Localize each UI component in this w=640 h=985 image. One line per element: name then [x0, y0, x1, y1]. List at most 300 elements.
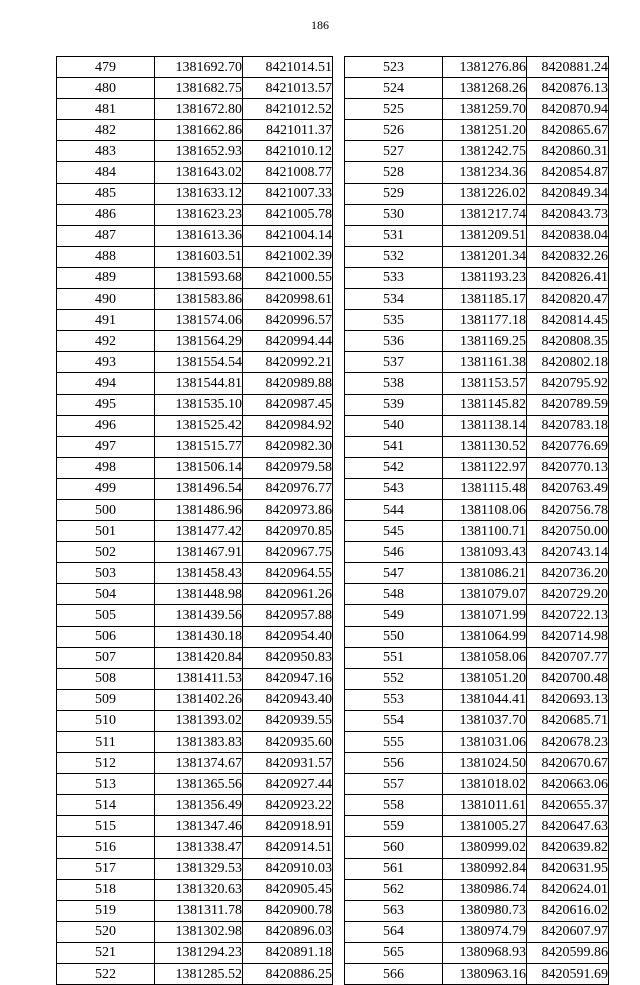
table-row	[57, 921, 333, 942]
table-row	[345, 563, 609, 584]
point-number-cell: 510	[57, 710, 155, 731]
table-row	[57, 225, 333, 246]
point-number-cell: 484	[57, 162, 155, 183]
point-number-cell: 502	[57, 542, 155, 563]
y-coordinate-cell: 8420783.18	[527, 415, 609, 436]
x-coordinate-cell: 1380980.73	[443, 900, 527, 921]
x-coordinate-cell: 1380974.79	[443, 921, 527, 942]
x-coordinate-cell: 1381439.56	[155, 605, 243, 626]
x-coordinate-cell: 1381037.70	[443, 710, 527, 731]
table-row	[345, 521, 609, 542]
point-number-cell: 512	[57, 753, 155, 774]
y-coordinate-cell: 8420976.77	[243, 478, 333, 499]
point-number-cell: 485	[57, 183, 155, 204]
table-row	[345, 246, 609, 267]
table-row	[345, 141, 609, 162]
table-row	[345, 99, 609, 120]
table-row	[57, 78, 333, 99]
y-coordinate-cell: 8420639.82	[527, 837, 609, 858]
point-number-cell: 559	[345, 816, 443, 837]
y-coordinate-cell: 8420886.25	[243, 964, 333, 985]
x-coordinate-cell: 1381393.02	[155, 710, 243, 731]
x-coordinate-cell: 1381365.56	[155, 774, 243, 795]
y-coordinate-cell: 8420832.26	[527, 246, 609, 267]
y-coordinate-cell: 8420998.61	[243, 289, 333, 310]
table-row	[345, 57, 609, 78]
y-coordinate-cell: 8420881.24	[527, 57, 609, 78]
x-coordinate-cell: 1381448.98	[155, 584, 243, 605]
table-row	[57, 542, 333, 563]
x-coordinate-cell: 1381011.61	[443, 795, 527, 816]
point-number-cell: 557	[345, 774, 443, 795]
point-number-cell: 493	[57, 352, 155, 373]
table-row	[345, 964, 609, 985]
table-row	[345, 499, 609, 520]
point-number-cell: 561	[345, 858, 443, 879]
point-number-cell: 487	[57, 225, 155, 246]
point-number-cell: 553	[345, 689, 443, 710]
x-coordinate-cell: 1381044.41	[443, 689, 527, 710]
table-row	[57, 120, 333, 141]
y-coordinate-cell: 8420957.88	[243, 605, 333, 626]
x-coordinate-cell: 1381356.49	[155, 795, 243, 816]
x-coordinate-cell: 1381268.26	[443, 78, 527, 99]
x-coordinate-cell: 1381201.34	[443, 246, 527, 267]
y-coordinate-cell: 8421014.51	[243, 57, 333, 78]
y-coordinate-cell: 8420914.51	[243, 837, 333, 858]
x-coordinate-cell: 1381302.98	[155, 921, 243, 942]
table-row	[57, 457, 333, 478]
table-row	[57, 942, 333, 963]
point-number-cell: 538	[345, 373, 443, 394]
x-coordinate-cell: 1381467.91	[155, 542, 243, 563]
x-coordinate-cell: 1381613.36	[155, 225, 243, 246]
y-coordinate-cell: 8420905.45	[243, 879, 333, 900]
point-number-cell: 533	[345, 267, 443, 288]
x-coordinate-cell: 1381682.75	[155, 78, 243, 99]
x-coordinate-cell: 1381100.71	[443, 521, 527, 542]
table-row	[345, 478, 609, 499]
point-number-cell: 480	[57, 78, 155, 99]
y-coordinate-cell: 8420729.20	[527, 584, 609, 605]
table-row	[57, 141, 333, 162]
y-coordinate-cell: 8420814.45	[527, 310, 609, 331]
point-number-cell: 519	[57, 900, 155, 921]
point-number-cell: 541	[345, 436, 443, 457]
table-row	[345, 267, 609, 288]
table-row	[57, 204, 333, 225]
y-coordinate-cell: 8420616.02	[527, 900, 609, 921]
x-coordinate-cell: 1381347.46	[155, 816, 243, 837]
x-coordinate-cell: 1381005.27	[443, 816, 527, 837]
y-coordinate-cell: 8420707.77	[527, 647, 609, 668]
x-coordinate-cell: 1381226.02	[443, 183, 527, 204]
table-row	[345, 225, 609, 246]
y-coordinate-cell: 8420789.59	[527, 394, 609, 415]
point-number-cell: 500	[57, 499, 155, 520]
x-coordinate-cell: 1381024.50	[443, 753, 527, 774]
point-number-cell: 483	[57, 141, 155, 162]
x-coordinate-cell: 1381593.68	[155, 267, 243, 288]
point-number-cell: 547	[345, 563, 443, 584]
y-coordinate-cell: 8420826.41	[527, 267, 609, 288]
point-number-cell: 562	[345, 879, 443, 900]
table-row	[345, 373, 609, 394]
table-row	[57, 57, 333, 78]
x-coordinate-cell: 1381093.43	[443, 542, 527, 563]
x-coordinate-cell: 1381086.21	[443, 563, 527, 584]
coordinates-table-right	[344, 56, 609, 985]
table-row	[57, 710, 333, 731]
y-coordinate-cell: 8420770.13	[527, 457, 609, 478]
point-number-cell: 515	[57, 816, 155, 837]
table-row	[57, 394, 333, 415]
point-number-cell: 551	[345, 647, 443, 668]
y-coordinate-cell: 8420854.87	[527, 162, 609, 183]
point-number-cell: 489	[57, 267, 155, 288]
table-row	[345, 626, 609, 647]
x-coordinate-cell: 1381692.70	[155, 57, 243, 78]
x-coordinate-cell: 1381633.12	[155, 183, 243, 204]
x-coordinate-cell: 1381108.06	[443, 499, 527, 520]
y-coordinate-cell: 8420795.92	[527, 373, 609, 394]
y-coordinate-cell: 8420918.91	[243, 816, 333, 837]
x-coordinate-cell: 1381251.20	[443, 120, 527, 141]
y-coordinate-cell: 8420931.57	[243, 753, 333, 774]
table-row	[345, 415, 609, 436]
table-row	[57, 964, 333, 985]
point-number-cell: 491	[57, 310, 155, 331]
y-coordinate-cell: 8420776.69	[527, 436, 609, 457]
table-row	[57, 563, 333, 584]
point-number-cell: 486	[57, 204, 155, 225]
x-coordinate-cell: 1381477.42	[155, 521, 243, 542]
point-number-cell: 537	[345, 352, 443, 373]
table-row	[57, 499, 333, 520]
x-coordinate-cell: 1381535.10	[155, 394, 243, 415]
table-row	[345, 162, 609, 183]
point-number-cell: 497	[57, 436, 155, 457]
y-coordinate-cell: 8420607.97	[527, 921, 609, 942]
table-row	[345, 668, 609, 689]
y-coordinate-cell: 8420670.67	[527, 753, 609, 774]
point-number-cell: 543	[345, 478, 443, 499]
table-row	[345, 289, 609, 310]
point-number-cell: 554	[345, 710, 443, 731]
point-number-cell: 564	[345, 921, 443, 942]
y-coordinate-cell: 8420943.40	[243, 689, 333, 710]
y-coordinate-cell: 8420954.40	[243, 626, 333, 647]
point-number-cell: 524	[345, 78, 443, 99]
table-row	[57, 795, 333, 816]
x-coordinate-cell: 1381652.93	[155, 141, 243, 162]
point-number-cell: 490	[57, 289, 155, 310]
table-row	[345, 436, 609, 457]
x-coordinate-cell: 1381234.36	[443, 162, 527, 183]
table-row	[345, 942, 609, 963]
y-coordinate-cell: 8420923.22	[243, 795, 333, 816]
table-row	[345, 78, 609, 99]
y-coordinate-cell: 8421012.52	[243, 99, 333, 120]
y-coordinate-cell: 8420996.57	[243, 310, 333, 331]
table-row	[57, 183, 333, 204]
point-number-cell: 520	[57, 921, 155, 942]
point-number-cell: 496	[57, 415, 155, 436]
y-coordinate-cell: 8421000.55	[243, 267, 333, 288]
point-number-cell: 516	[57, 837, 155, 858]
point-number-cell: 518	[57, 879, 155, 900]
y-coordinate-cell: 8420663.06	[527, 774, 609, 795]
table-row	[57, 816, 333, 837]
point-number-cell: 532	[345, 246, 443, 267]
table-row	[57, 352, 333, 373]
point-number-cell: 525	[345, 99, 443, 120]
y-coordinate-cell: 8420891.18	[243, 942, 333, 963]
y-coordinate-cell: 8420820.47	[527, 289, 609, 310]
y-coordinate-cell: 8421008.77	[243, 162, 333, 183]
table-row	[57, 858, 333, 879]
x-coordinate-cell: 1380986.74	[443, 879, 527, 900]
point-number-cell: 503	[57, 563, 155, 584]
point-number-cell: 488	[57, 246, 155, 267]
y-coordinate-cell: 8420802.18	[527, 352, 609, 373]
point-number-cell: 528	[345, 162, 443, 183]
table-row	[345, 900, 609, 921]
point-number-cell: 517	[57, 858, 155, 879]
table-row	[345, 710, 609, 731]
y-coordinate-cell: 8420964.55	[243, 563, 333, 584]
table-row	[345, 457, 609, 478]
point-number-cell: 565	[345, 942, 443, 963]
y-coordinate-cell: 8421011.37	[243, 120, 333, 141]
point-number-cell: 505	[57, 605, 155, 626]
table-row	[57, 732, 333, 753]
table-row	[345, 120, 609, 141]
x-coordinate-cell: 1381071.99	[443, 605, 527, 626]
point-number-cell: 560	[345, 837, 443, 858]
y-coordinate-cell: 8421007.33	[243, 183, 333, 204]
x-coordinate-cell: 1380963.16	[443, 964, 527, 985]
x-coordinate-cell: 1381145.82	[443, 394, 527, 415]
x-coordinate-cell: 1381285.52	[155, 964, 243, 985]
y-coordinate-cell: 8420961.26	[243, 584, 333, 605]
x-coordinate-cell: 1381153.57	[443, 373, 527, 394]
table-row	[345, 352, 609, 373]
y-coordinate-cell: 8420599.86	[527, 942, 609, 963]
table-row	[345, 858, 609, 879]
table-row	[345, 584, 609, 605]
x-coordinate-cell: 1381193.23	[443, 267, 527, 288]
point-number-cell: 530	[345, 204, 443, 225]
point-number-cell: 546	[345, 542, 443, 563]
y-coordinate-cell: 8420984.92	[243, 415, 333, 436]
x-coordinate-cell: 1381329.53	[155, 858, 243, 879]
y-coordinate-cell: 8420685.71	[527, 710, 609, 731]
table-row	[345, 879, 609, 900]
table-row	[57, 373, 333, 394]
y-coordinate-cell: 8420763.49	[527, 478, 609, 499]
x-coordinate-cell: 1381259.70	[443, 99, 527, 120]
y-coordinate-cell: 8420950.83	[243, 647, 333, 668]
table-row	[345, 837, 609, 858]
y-coordinate-cell: 8420947.16	[243, 668, 333, 689]
point-number-cell: 539	[345, 394, 443, 415]
point-number-cell: 535	[345, 310, 443, 331]
x-coordinate-cell: 1380992.84	[443, 858, 527, 879]
y-coordinate-cell: 8420714.98	[527, 626, 609, 647]
x-coordinate-cell: 1381130.52	[443, 436, 527, 457]
table-row	[345, 816, 609, 837]
x-coordinate-cell: 1381374.67	[155, 753, 243, 774]
y-coordinate-cell: 8420982.30	[243, 436, 333, 457]
point-number-cell: 499	[57, 478, 155, 499]
y-coordinate-cell: 8420994.44	[243, 331, 333, 352]
x-coordinate-cell: 1381643.02	[155, 162, 243, 183]
point-number-cell: 506	[57, 626, 155, 647]
point-number-cell: 508	[57, 668, 155, 689]
table-row	[57, 584, 333, 605]
table-row	[57, 478, 333, 499]
x-coordinate-cell: 1381242.75	[443, 141, 527, 162]
x-coordinate-cell: 1381294.23	[155, 942, 243, 963]
y-coordinate-cell: 8420756.78	[527, 499, 609, 520]
table-row	[345, 689, 609, 710]
x-coordinate-cell: 1381051.20	[443, 668, 527, 689]
y-coordinate-cell: 8420987.45	[243, 394, 333, 415]
y-coordinate-cell: 8420849.34	[527, 183, 609, 204]
x-coordinate-cell: 1381430.18	[155, 626, 243, 647]
y-coordinate-cell: 8420870.94	[527, 99, 609, 120]
x-coordinate-cell: 1381185.17	[443, 289, 527, 310]
table-row	[345, 774, 609, 795]
y-coordinate-cell: 8420655.37	[527, 795, 609, 816]
table-row	[57, 415, 333, 436]
x-coordinate-cell: 1381018.02	[443, 774, 527, 795]
point-number-cell: 492	[57, 331, 155, 352]
point-number-cell: 479	[57, 57, 155, 78]
x-coordinate-cell: 1381525.42	[155, 415, 243, 436]
y-coordinate-cell: 8420967.75	[243, 542, 333, 563]
y-coordinate-cell: 8420992.21	[243, 352, 333, 373]
x-coordinate-cell: 1381583.86	[155, 289, 243, 310]
x-coordinate-cell: 1381496.54	[155, 478, 243, 499]
x-coordinate-cell: 1381122.97	[443, 457, 527, 478]
point-number-cell: 482	[57, 120, 155, 141]
point-number-cell: 540	[345, 415, 443, 436]
point-number-cell: 507	[57, 647, 155, 668]
point-number-cell: 481	[57, 99, 155, 120]
y-coordinate-cell: 8421005.78	[243, 204, 333, 225]
x-coordinate-cell: 1381554.54	[155, 352, 243, 373]
y-coordinate-cell: 8421002.39	[243, 246, 333, 267]
point-number-cell: 511	[57, 732, 155, 753]
point-number-cell: 498	[57, 457, 155, 478]
x-coordinate-cell: 1381402.26	[155, 689, 243, 710]
point-number-cell: 544	[345, 499, 443, 520]
y-coordinate-cell: 8420900.78	[243, 900, 333, 921]
point-number-cell: 542	[345, 457, 443, 478]
point-number-cell: 555	[345, 732, 443, 753]
table-row	[57, 267, 333, 288]
table-row	[57, 668, 333, 689]
y-coordinate-cell: 8420624.01	[527, 879, 609, 900]
point-number-cell: 558	[345, 795, 443, 816]
point-number-cell: 548	[345, 584, 443, 605]
x-coordinate-cell: 1381079.07	[443, 584, 527, 605]
point-number-cell: 526	[345, 120, 443, 141]
y-coordinate-cell: 8420750.00	[527, 521, 609, 542]
y-coordinate-cell: 8420979.58	[243, 457, 333, 478]
x-coordinate-cell: 1381138.14	[443, 415, 527, 436]
table-row	[345, 647, 609, 668]
y-coordinate-cell: 8420693.13	[527, 689, 609, 710]
x-coordinate-cell: 1381603.51	[155, 246, 243, 267]
point-number-cell: 513	[57, 774, 155, 795]
x-coordinate-cell: 1381311.78	[155, 900, 243, 921]
point-number-cell: 563	[345, 900, 443, 921]
point-number-cell: 552	[345, 668, 443, 689]
point-number-cell: 534	[345, 289, 443, 310]
point-number-cell: 566	[345, 964, 443, 985]
y-coordinate-cell: 8420678.23	[527, 732, 609, 753]
table-row	[345, 183, 609, 204]
table-row	[57, 436, 333, 457]
point-number-cell: 504	[57, 584, 155, 605]
table-row	[345, 331, 609, 352]
point-number-cell: 509	[57, 689, 155, 710]
x-coordinate-cell: 1381058.06	[443, 647, 527, 668]
x-coordinate-cell: 1381031.06	[443, 732, 527, 753]
point-number-cell: 495	[57, 394, 155, 415]
table-row	[57, 605, 333, 626]
y-coordinate-cell: 8420973.86	[243, 499, 333, 520]
table-row	[57, 689, 333, 710]
point-number-cell: 523	[345, 57, 443, 78]
table-row	[345, 732, 609, 753]
y-coordinate-cell: 8420927.44	[243, 774, 333, 795]
table-body	[345, 57, 609, 985]
point-number-cell: 549	[345, 605, 443, 626]
x-coordinate-cell: 1381115.48	[443, 478, 527, 499]
x-coordinate-cell: 1381064.99	[443, 626, 527, 647]
point-number-cell: 522	[57, 964, 155, 985]
table-row	[345, 542, 609, 563]
x-coordinate-cell: 1380968.93	[443, 942, 527, 963]
y-coordinate-cell: 8420843.73	[527, 204, 609, 225]
x-coordinate-cell: 1381383.83	[155, 732, 243, 753]
table-row	[57, 521, 333, 542]
y-coordinate-cell: 8420989.88	[243, 373, 333, 394]
y-coordinate-cell: 8420743.14	[527, 542, 609, 563]
coordinates-table-left	[56, 56, 333, 985]
table-row	[57, 774, 333, 795]
y-coordinate-cell: 8420935.60	[243, 732, 333, 753]
x-coordinate-cell: 1381564.29	[155, 331, 243, 352]
y-coordinate-cell: 8420860.31	[527, 141, 609, 162]
y-coordinate-cell: 8420970.85	[243, 521, 333, 542]
table-row	[57, 310, 333, 331]
y-coordinate-cell: 8420722.13	[527, 605, 609, 626]
x-coordinate-cell: 1381486.96	[155, 499, 243, 520]
x-coordinate-cell: 1381506.14	[155, 457, 243, 478]
y-coordinate-cell: 8421013.57	[243, 78, 333, 99]
x-coordinate-cell: 1380999.02	[443, 837, 527, 858]
table-row	[57, 900, 333, 921]
x-coordinate-cell: 1381662.86	[155, 120, 243, 141]
x-coordinate-cell: 1381623.23	[155, 204, 243, 225]
table-row	[57, 331, 333, 352]
table-row	[57, 626, 333, 647]
